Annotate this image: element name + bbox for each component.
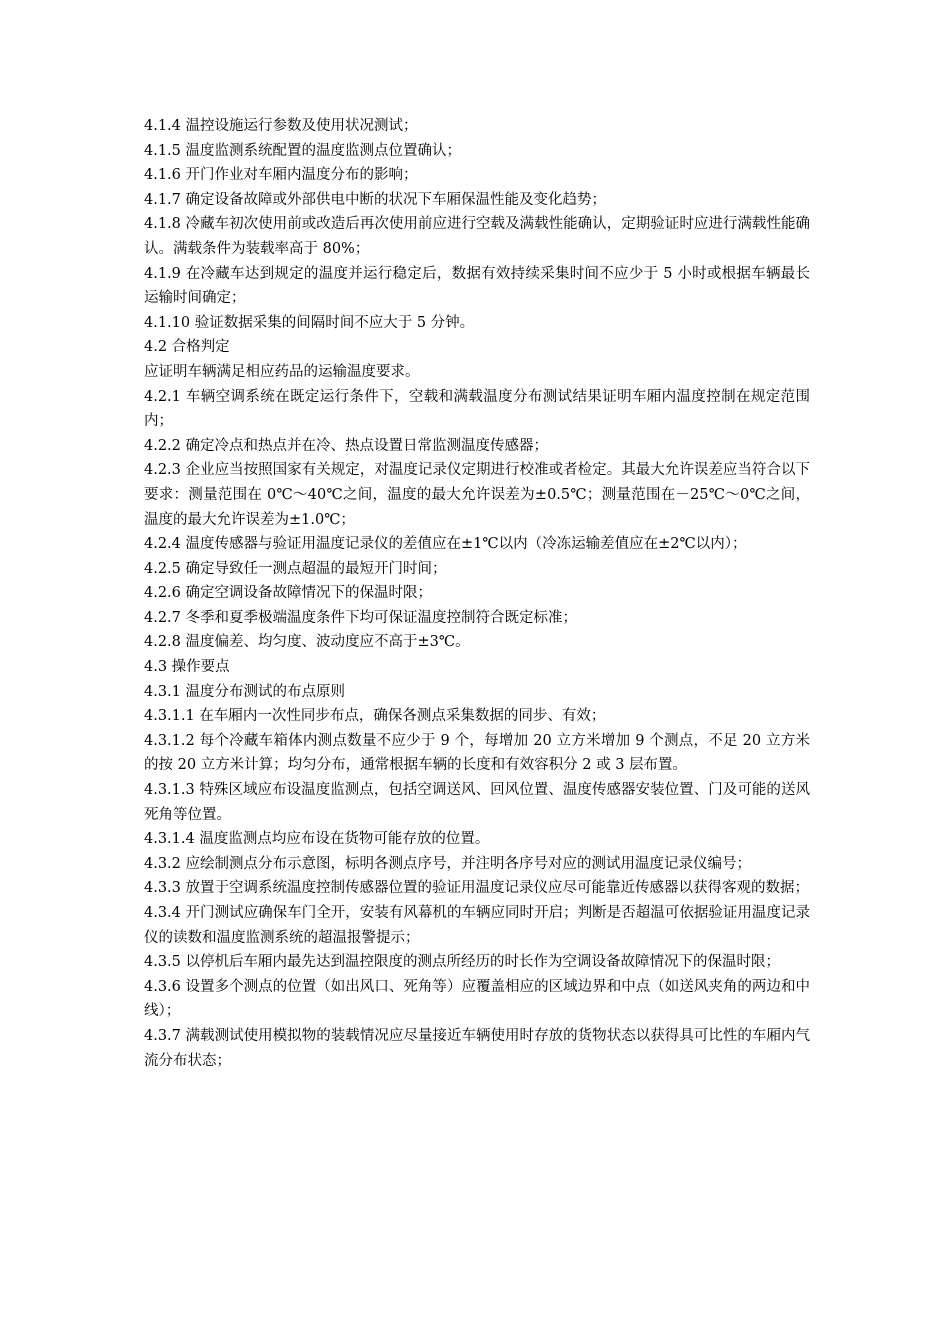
paragraph-4-3-6: 4.3.6 设置多个测点的位置（如出风口、死角等）应覆盖相应的区域边界和中点（如送风夹角的两边和中线）；	[144, 978, 810, 1020]
paragraph-4-3-1-3: 4.3.1.3 特殊区域应布设温度监测点，包括空调送风、回风位置、温度传感器安装位置、门及可能的送风死角等位置。	[144, 782, 810, 823]
section-heading-4-3: 4.3 操作要点	[144, 659, 230, 676]
subsection-heading-4-3-1: 4.3.1 温度分布测试的布点原则	[144, 683, 346, 700]
paragraph-4-3-2: 4.3.2 应绘制测点分布示意图，标明各测点序号，并注明各序号对应的测试用温度记录仪编号；	[144, 855, 751, 872]
paragraph-4-1-5: 4.1.5 温度监测系统配置的温度监测点位置确认；	[144, 142, 462, 159]
paragraph-4-1-10: 4.1.10 验证数据采集的间隔时间不应大于 5 分钟。	[144, 314, 475, 331]
paragraph-4-2-7: 4.2.7 冬季和夏季极端温度条件下均可保证温度控制符合既定标准；	[144, 609, 578, 626]
paragraph-4-2-1: 4.2.1 车辆空调系统在既定运行条件下，空载和满载温度分布测试结果证明车厢内温度控制在规定范围内；	[144, 388, 810, 430]
paragraph-4-3-3: 4.3.3 放置于空调系统温度控制传感器位置的验证用温度记录仪应尽可能靠近传感器以获得客观的数据；	[144, 880, 809, 897]
section-heading-4-2: 4.2 合格判定	[144, 339, 230, 356]
paragraph-4-3-4: 4.3.4 开门测试应确保车门全开，安装有风幕机的车辆应同时开启；判断是否超温可依据验证用温度记录仪的读数和温度监测系统的超温报警提示；	[144, 905, 810, 946]
paragraph-4-3-5: 4.3.5 以停机后车厢内最先达到温控限度的测点所经历的时长作为空调设备故障情况下的保温时限；	[144, 954, 780, 971]
paragraph-4-2-4: 4.2.4 温度传感器与验证用温度记录仪的差值应在±1℃以内（冷冻运输差值应在±2℃以内）；	[144, 536, 747, 553]
paragraph-4-2-5: 4.2.5 确定导致任一测点超温的最短开门时间；	[144, 560, 447, 577]
paragraph-4-2-2: 4.2.2 确定冷点和热点并在冷、热点设置日常监测温度传感器；	[144, 437, 549, 454]
paragraph-4-3-7: 4.3.7 满载测试使用模拟物的装载情况应尽量接近车辆使用时存放的货物状态以获得具可比性的车厢内气流分布状态；	[144, 1027, 810, 1069]
paragraph-4-3-1-4: 4.3.1.4 温度监测点均应布设在货物可能存放的位置。	[144, 831, 490, 848]
paragraph-4-3-1-1: 4.3.1.1 在车厢内一次性同步布点，确保各测点采集数据的同步、有效；	[144, 708, 606, 725]
paragraph-4-1-9: 4.1.9 在冷藏车达到规定的温度并运行稳定后，数据有效持续采集时间不应少于 5 小时或根据车辆最长运输时间确定；	[144, 265, 810, 307]
paragraph-4-1-8: 4.1.8 冷藏车初次使用前或改造后再次使用前应进行空载及满载性能确认，定期验证时应进行满载性能确认。满载条件为装载率高于 80%；	[144, 216, 810, 257]
paragraph-4-1-4: 4.1.4 温控设施运行参数及使用状况测试；	[144, 118, 418, 134]
paragraph-4-2-6: 4.2.6 确定空调设备故障情况下的保温时限；	[144, 585, 433, 602]
paragraph-4-1-6: 4.1.6 开门作业对车厢内温度分布的影响；	[144, 167, 418, 184]
paragraph-4-2-8: 4.2.8 温度偏差、均匀度、波动度应不高于±3℃。	[144, 634, 470, 651]
paragraph-4-2-3: 4.2.3 企业应当按照国家有关规定，对温度记录仪定期进行校准或者检定。其最大允许误差应当符合以下要求：测量范围在 0℃～40℃之间，温度的最大允许误差为±0.5℃；测量范围在－25℃～0℃之间，温度的最大允许误差为±1.0℃；	[144, 462, 810, 528]
paragraph-4-1-7: 4.1.7 确定设备故障或外部供电中断的状况下车厢保温性能及变化趋势；	[144, 191, 607, 208]
paragraph-4-2-intro: 应证明车辆满足相应药品的运输温度要求。	[144, 363, 420, 380]
document-body	[144, 114, 810, 1073]
paragraph-4-3-1-2: 4.3.1.2 每个冷藏车箱体内测点数量不应少于 9 个，每增加 20 立方米增加 9 个测点，不足 20 立方米的按 20 立方米计算；均匀分布，通常根据车辆的长度和有效容积分 2 或 3 层布置。	[144, 732, 810, 774]
